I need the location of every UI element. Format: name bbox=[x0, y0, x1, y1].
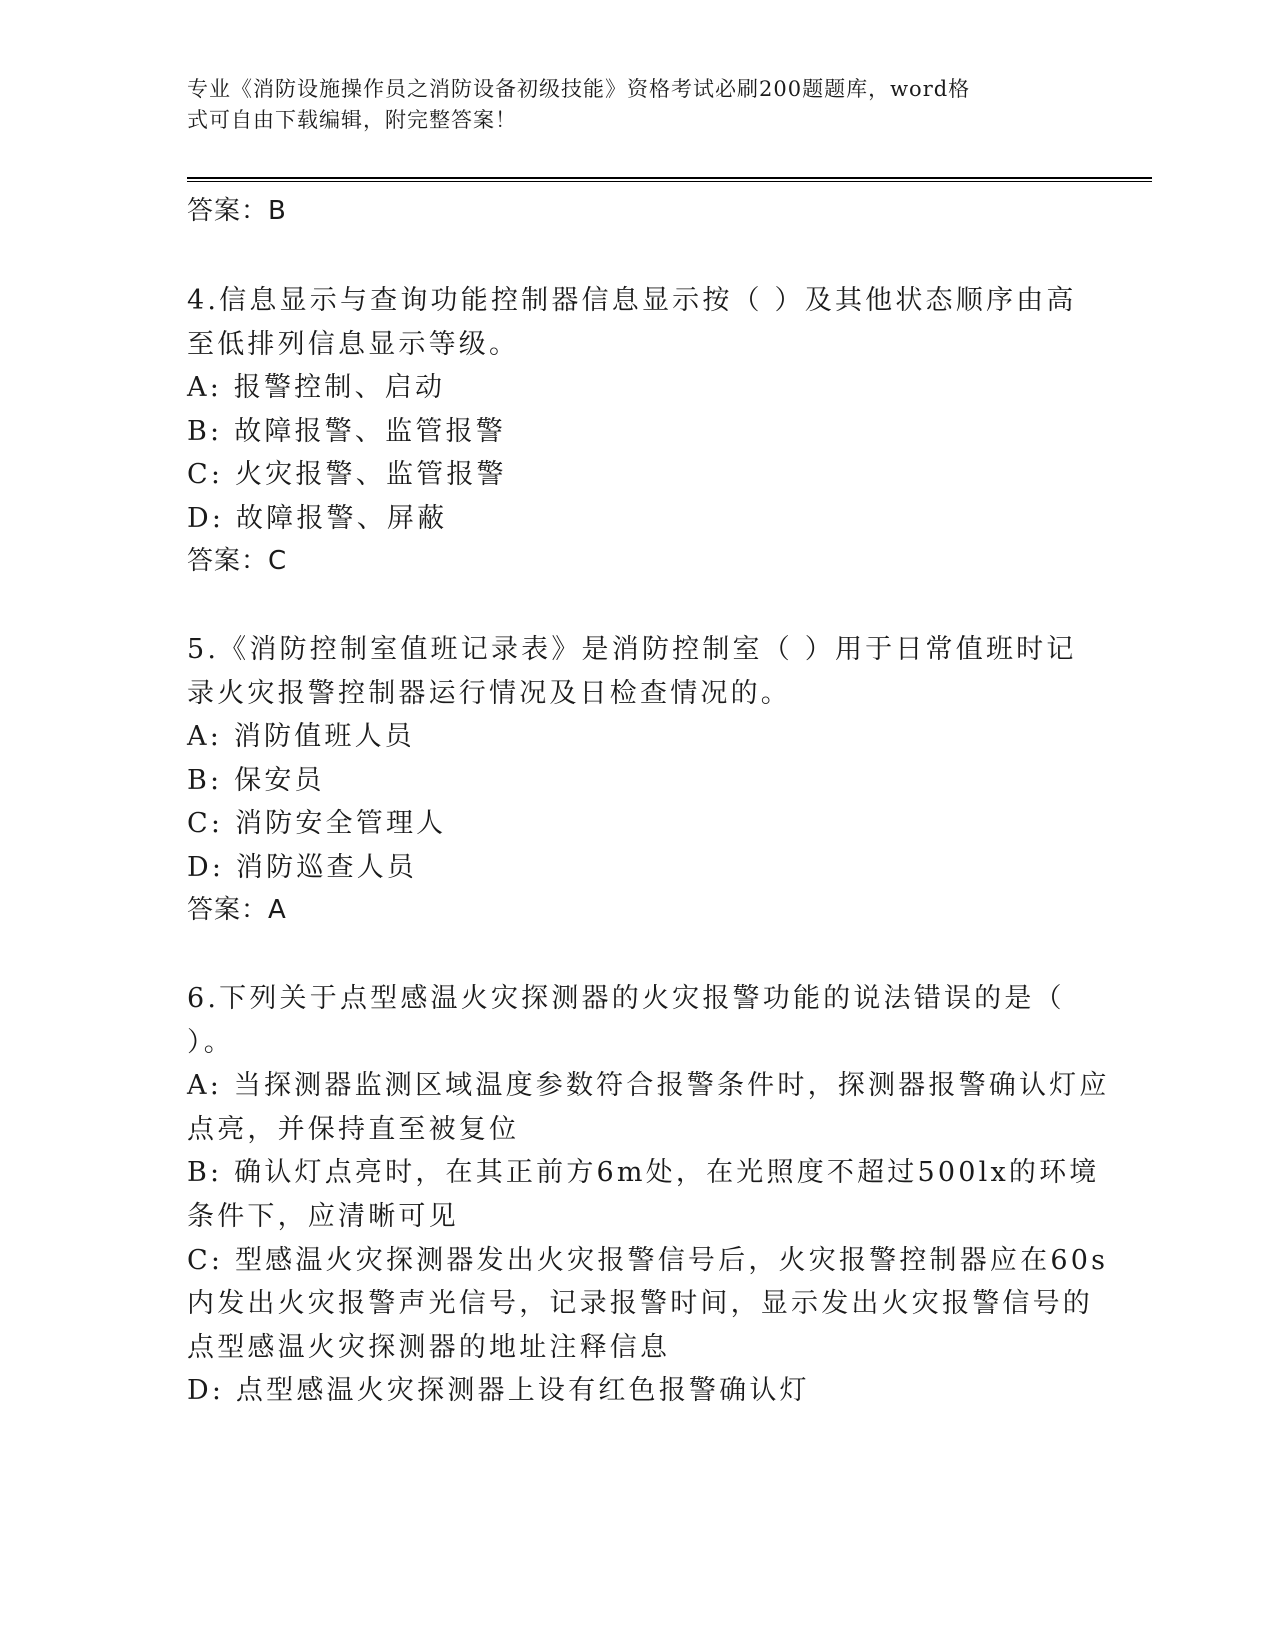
q6-option-c-line-1: C: 型感温火灾探测器发出火灾报警信号后，火灾报警控制器应在60s bbox=[187, 1245, 1109, 1276]
q5-option-c: C: 消防安全管理人 bbox=[187, 808, 447, 839]
q6-stem-line-2: ）。 bbox=[187, 1027, 234, 1058]
q6-option-a-line-1: A: 当探测器监测区域温度参数符合报警条件时，探测器报警确认灯应 bbox=[187, 1070, 1110, 1101]
q6-option-b-line-1: B: 确认灯点亮时，在其正前方6m处，在光照度不超过500lx的环境 bbox=[187, 1157, 1100, 1188]
q6-option-b-line-2: 条件下，应清晰可见 bbox=[187, 1201, 459, 1232]
header-divider-thick bbox=[187, 177, 1152, 179]
q5-option-a: A: 消防值班人员 bbox=[187, 721, 415, 752]
q6-option-a-line-2: 点亮，并保持直至被复位 bbox=[187, 1114, 520, 1145]
q6-option-d: D: 点型感温火灾探测器上设有红色报警确认灯 bbox=[187, 1375, 810, 1406]
header-line-1: 专业《消防设施操作员之消防设备初级技能》资格考试必刷200题题库，word格 bbox=[187, 77, 971, 101]
q4-option-a: A: 报警控制、启动 bbox=[187, 372, 446, 403]
q6-option-c-line-3: 点型感温火灾探测器的地址注释信息 bbox=[187, 1332, 671, 1363]
q4-answer: 答案：C bbox=[187, 546, 288, 576]
q4-option-d: D: 故障报警、屏蔽 bbox=[187, 503, 448, 534]
q6-stem-line-1: 6.下列关于点型感温火灾探测器的火灾报警功能的说法错误的是（ bbox=[187, 983, 1065, 1014]
q4-option-c: C: 火灾报警、监管报警 bbox=[187, 459, 507, 490]
document-header bbox=[187, 74, 1067, 136]
q5-option-b: B: 保安员 bbox=[187, 765, 325, 796]
q5-option-d: D: 消防巡查人员 bbox=[187, 852, 418, 883]
q5-stem-line-2: 录火灾报警控制器运行情况及日检查情况的。 bbox=[187, 678, 791, 709]
q4-option-b: B: 故障报警、监管报警 bbox=[187, 416, 506, 447]
previous-answer: 答案：B bbox=[187, 196, 287, 226]
header-line-2: 式可自由下载编辑，附完整答案！ bbox=[187, 108, 517, 132]
q6-option-c-line-2: 内发出火灾报警声光信号，记录报警时间，显示发出火灾报警信号的 bbox=[187, 1288, 1093, 1319]
q5-stem-line-1: 5.《消防控制室值班记录表》是消防控制室（ ）用于日常值班时记 bbox=[187, 634, 1077, 665]
header-divider-thin bbox=[187, 181, 1152, 182]
q4-stem-line-2: 至低排列信息显示等级。 bbox=[187, 329, 520, 360]
q5-answer: 答案：A bbox=[187, 895, 287, 925]
q4-stem-line-1: 4.信息显示与查询功能控制器信息显示按（ ）及其他状态顺序由高 bbox=[187, 285, 1077, 316]
